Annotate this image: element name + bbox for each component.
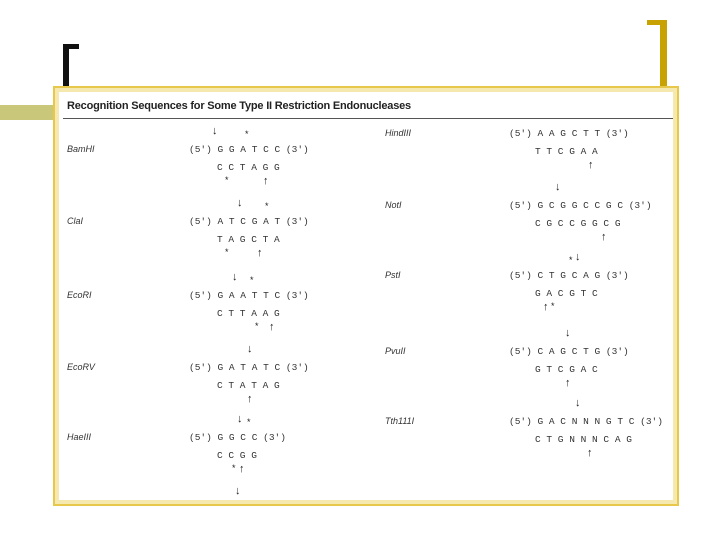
entry-ecori: [67, 268, 327, 338]
methyl-mark-bottom: *: [551, 301, 555, 311]
cut-top-arrow: ↓: [575, 251, 581, 263]
enzyme-name: ClaI: [67, 216, 84, 226]
sequence-top-strand: (5') G A T A T C (3'): [189, 362, 309, 373]
title-rule: [63, 118, 673, 119]
methyl-mark-top: *: [250, 275, 254, 285]
cut-top-arrow: ↓: [565, 327, 571, 339]
entry-ecorv: [67, 340, 327, 410]
cut-bottom-arrow: ↑: [269, 321, 275, 333]
restriction-table-panel: [53, 86, 679, 506]
cut-top-arrow: ↓: [575, 397, 581, 409]
sequence-top-strand: (5') G C G G C C G C (3'): [509, 200, 652, 211]
sequence-top-strand: (5') C A G C T G (3'): [509, 346, 629, 357]
methyl-mark-bottom: *: [232, 463, 236, 473]
methyl-mark-bottom: *: [225, 175, 229, 185]
enzyme-name: EcoRI: [67, 290, 92, 300]
entry-noti: [385, 180, 652, 250]
cut-bottom-arrow: ↑: [601, 231, 607, 243]
sequence-bottom-strand: C C G G: [217, 450, 257, 461]
enzyme-name: Tth111I: [385, 416, 415, 426]
cut-bottom-arrow: ↑: [263, 175, 269, 187]
cut-top-arrow: ↓: [232, 271, 238, 283]
sequence-bottom-strand: T T C G A A: [535, 146, 598, 157]
methyl-mark-top: *: [265, 201, 269, 211]
cut-bottom-arrow: ↑: [239, 463, 245, 475]
sequence-top-strand: (5') G G A T C C (3'): [189, 144, 309, 155]
enzyme-name: PvuII: [385, 346, 406, 356]
sequence-bottom-strand: C T T A A G: [217, 308, 280, 319]
table-title: Recognition Sequences for Some Type II Restriction Endonucleases: [67, 100, 411, 112]
sequence-top-strand: (5') G A C N N N G T C (3'): [509, 416, 663, 427]
sequence-top-strand: (5') G G C C (3'): [189, 432, 286, 443]
cut-top-arrow: ↓: [237, 413, 243, 425]
enzyme-name: NotI: [385, 200, 402, 210]
right-bracket-decoration: [660, 20, 667, 92]
methyl-mark-bottom: *: [255, 321, 259, 331]
sequence-top-strand: (5') C T G C A G (3'): [509, 270, 629, 281]
enzyme-name: HindIII: [385, 128, 412, 138]
cut-top-arrow: ↓: [237, 197, 243, 209]
enzyme-name: HaeIII: [67, 432, 92, 442]
sequence-bottom-strand: T A G C T A: [217, 234, 280, 245]
methyl-mark-bottom: *: [225, 247, 229, 257]
cut-bottom-arrow: ↑: [257, 247, 263, 259]
sequence-bottom-strand: C C T A G G: [217, 162, 280, 173]
cut-bottom-arrow: ↑: [565, 377, 571, 389]
sequence-top-strand: (5') A A G C T T (3'): [509, 128, 629, 139]
accent-bar: [0, 105, 58, 120]
enzyme-name: EcoRV: [67, 362, 95, 372]
sequence-bottom-strand: C G C C G G C G: [535, 218, 621, 229]
entry-haeiii: [67, 410, 327, 497]
sequence-top-strand: (5') G A A T T C (3'): [189, 290, 309, 301]
sequence-bottom-strand: C T A T A G: [217, 380, 280, 391]
entry-tth111i: [385, 394, 663, 464]
methyl-mark-top: *: [247, 417, 251, 427]
cut-bottom-arrow: ↑: [543, 301, 549, 313]
entry-bamhi: [67, 122, 327, 192]
cut-bottom-arrow: ↑: [247, 393, 253, 405]
sequence-bottom-strand: G T C G A C: [535, 364, 598, 375]
entry-clai: [67, 194, 327, 264]
methyl-mark-top: *: [569, 255, 573, 265]
entry-psti: [385, 252, 645, 322]
cut-top-arrow: ↓: [212, 125, 218, 137]
sequence-top-strand: (5') A T C G A T (3'): [189, 216, 309, 227]
cut-bottom-arrow: ↑: [588, 159, 594, 171]
cut-top-arrow: ↓: [247, 343, 253, 355]
cut-top-arrow: ↓: [555, 181, 561, 193]
methyl-mark-top: *: [245, 129, 249, 139]
sequence-bottom-strand: G A C G T C: [535, 288, 598, 299]
sequence-bottom-strand: C T G N N N C A G: [535, 434, 632, 445]
cut-arrow-continued: ↓: [235, 485, 241, 497]
cut-bottom-arrow: ↑: [587, 447, 593, 459]
enzyme-name: PstI: [385, 270, 401, 280]
enzyme-name: BamHI: [67, 144, 95, 154]
entry-pvuii: [385, 324, 645, 394]
